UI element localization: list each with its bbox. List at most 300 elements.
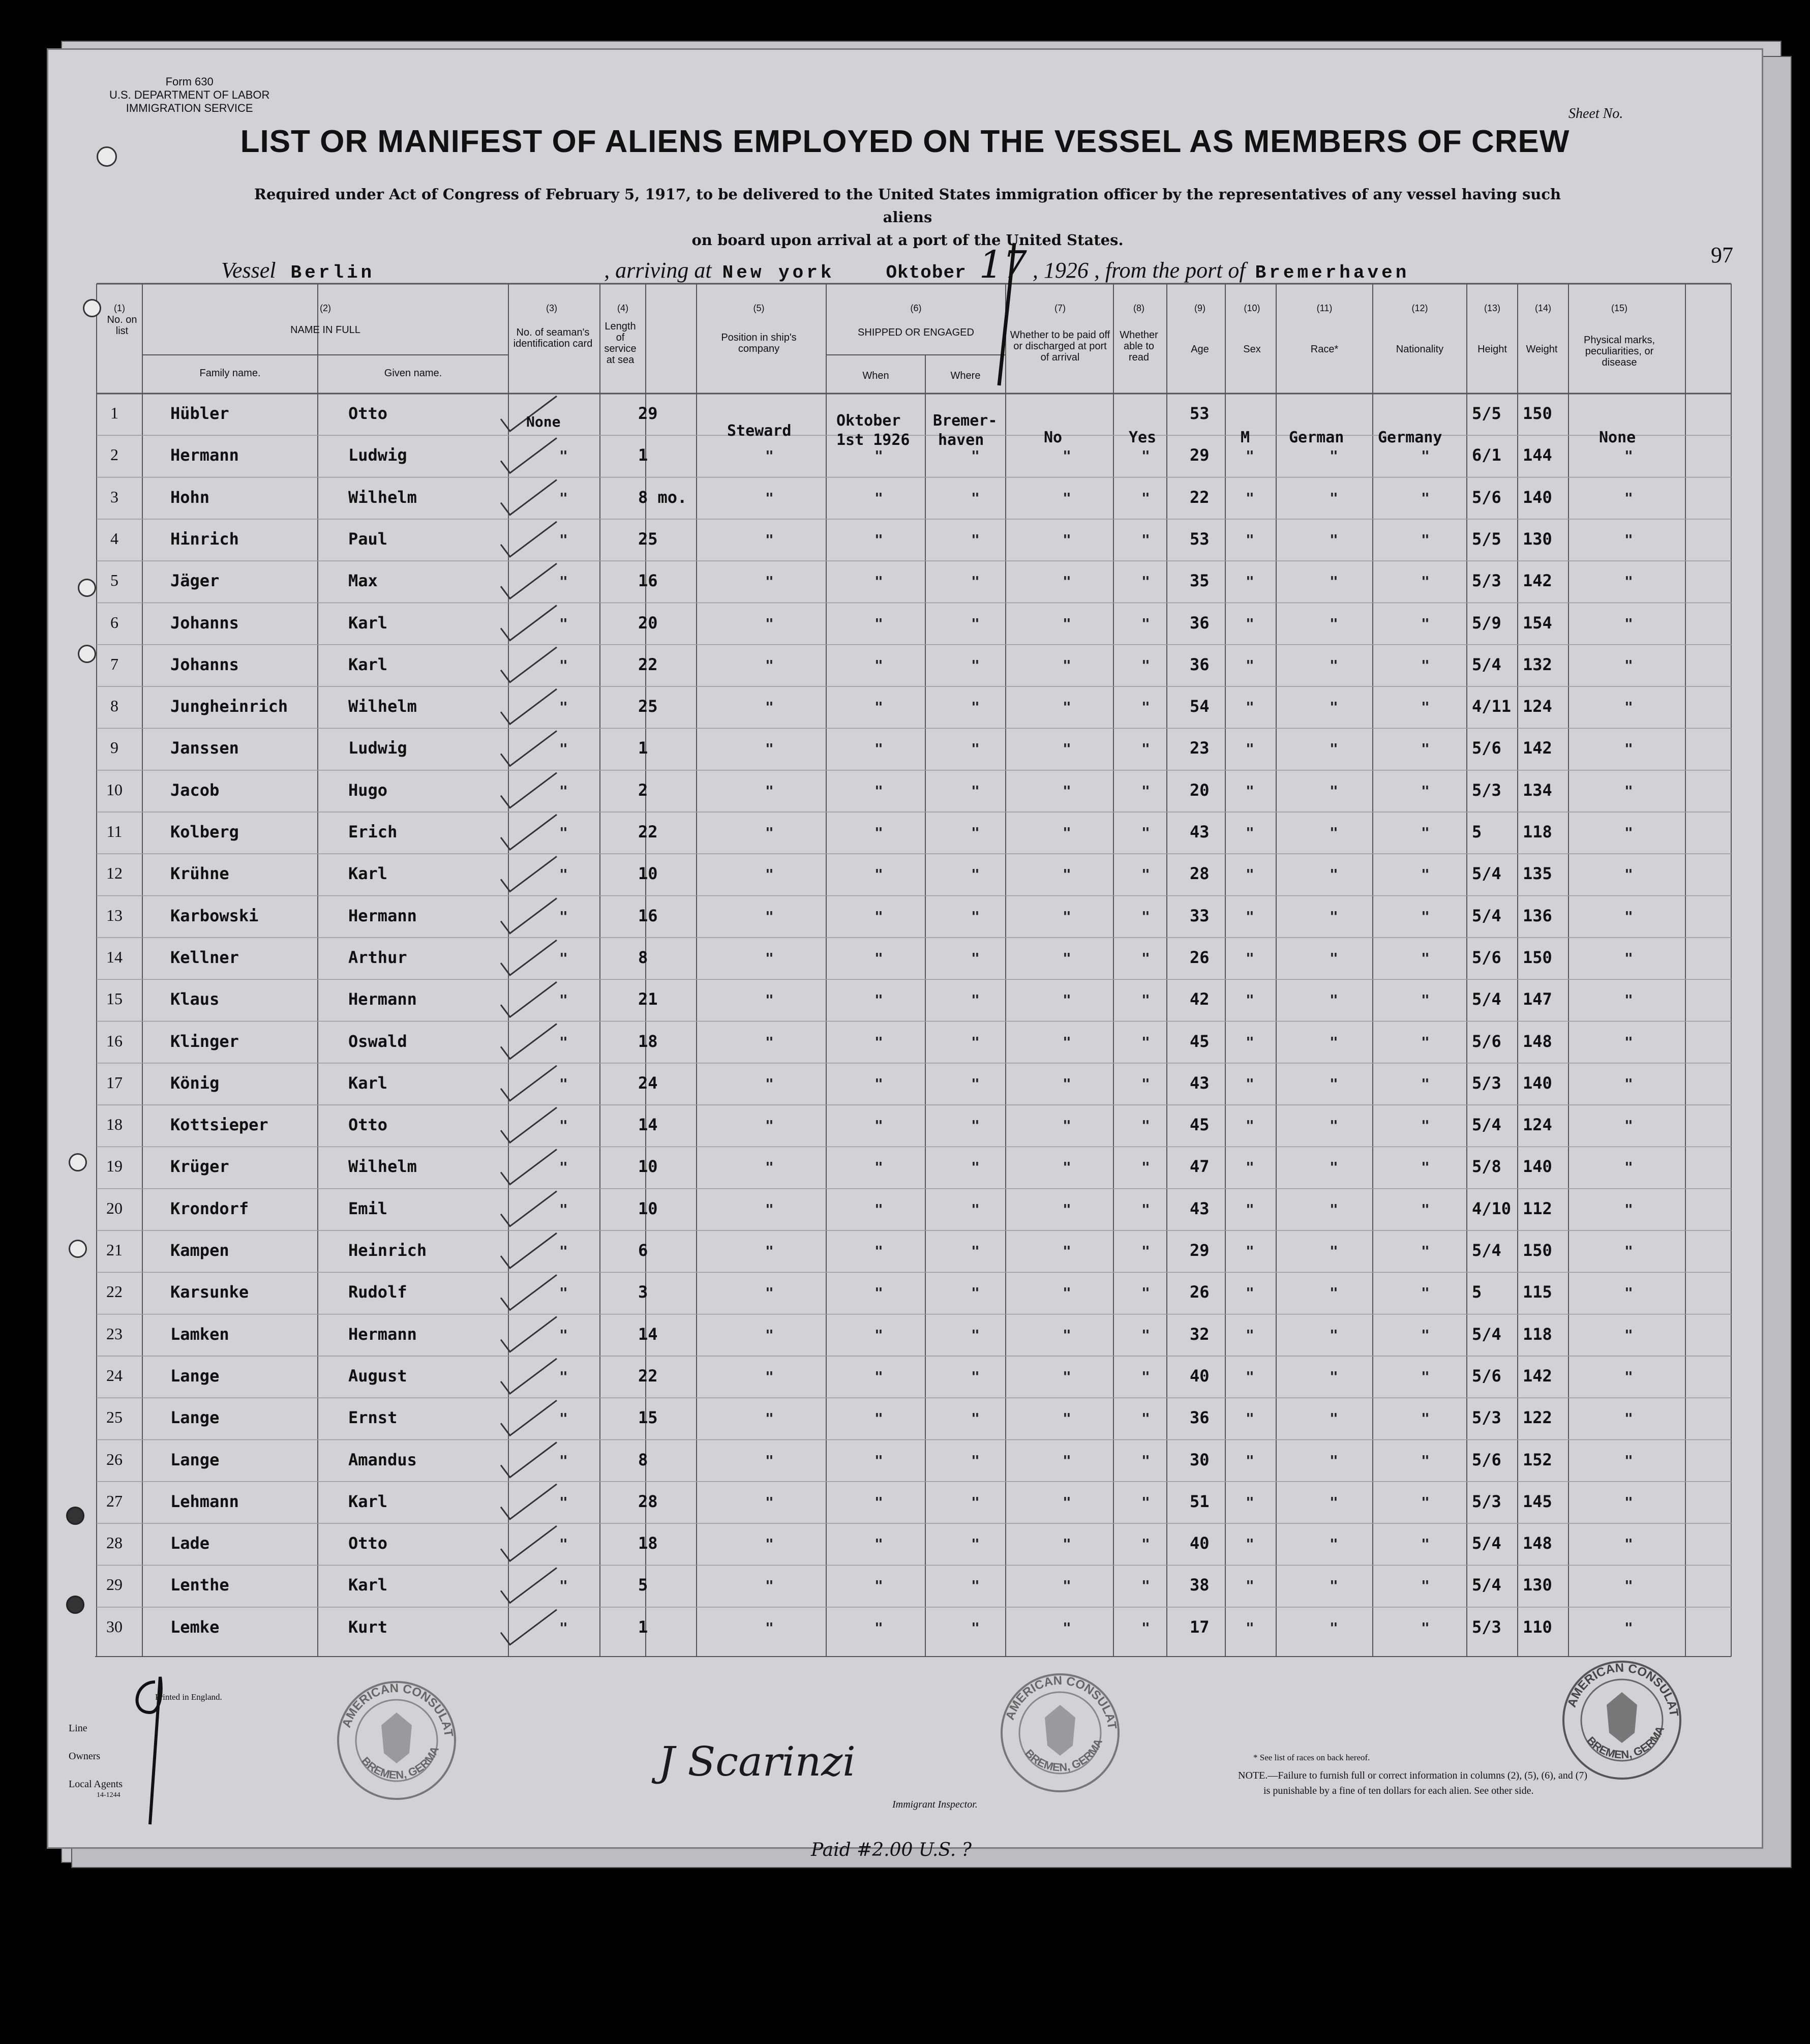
weight: 148 — [1523, 1031, 1552, 1051]
ditto-mark: " — [1063, 866, 1071, 883]
header-position: Position in ship's company — [721, 332, 797, 354]
ditto-mark: " — [1063, 447, 1071, 465]
column-number: (2) — [320, 303, 331, 313]
length-of-service: 1 — [638, 445, 648, 465]
ditto-mark: " — [559, 489, 568, 506]
ditto-mark: " — [971, 1619, 980, 1636]
ditto-mark: " — [1330, 866, 1338, 883]
length-of-service: 25 — [638, 529, 658, 549]
ditto-mark: " — [1063, 1577, 1071, 1595]
row-number: 9 — [110, 738, 118, 757]
length-of-service: 15 — [638, 1408, 658, 1428]
ditto-mark: " — [1141, 1159, 1150, 1176]
length-of-service: 24 — [638, 1073, 658, 1093]
row-number: 24 — [106, 1366, 123, 1385]
family-name: Jungheinrich — [170, 697, 288, 716]
header-sex: Sex — [1243, 344, 1261, 355]
header-name-in-full: NAME IN FULL — [290, 324, 360, 336]
ditto-mark: " — [1421, 1326, 1430, 1343]
ditto-mark: " — [971, 531, 980, 548]
row-number: 6 — [110, 613, 118, 632]
ditto-mark: " — [1330, 1284, 1338, 1302]
ditto-mark: " — [971, 1410, 980, 1427]
length-of-service: 18 — [638, 1031, 658, 1051]
ditto-mark: " — [1330, 949, 1338, 967]
height: 5/6 — [1472, 947, 1501, 967]
ditto-mark: " — [1330, 1368, 1338, 1385]
ditto-mark: " — [1063, 1493, 1071, 1511]
ditto-mark: " — [1421, 447, 1430, 465]
header-given-name: Given name. — [384, 368, 442, 379]
ditto-mark: " — [1330, 1075, 1338, 1092]
ditto-mark: " — [874, 1117, 883, 1134]
height: 5/3 — [1472, 780, 1501, 800]
weight: 140 — [1523, 1157, 1552, 1177]
given-name: Arthur — [348, 947, 407, 967]
fine-note-line-2: is punishable by a fine of ten dollars for each alien. See other side. — [1263, 1785, 1534, 1796]
given-name: Karl — [348, 654, 388, 674]
ditto-mark: " — [1246, 1075, 1254, 1092]
ditto-mark: " — [1246, 991, 1254, 1009]
given-name: Hermann — [348, 989, 417, 1009]
ditto-mark: " — [1330, 782, 1338, 799]
ditto-mark: " — [1421, 1368, 1430, 1385]
ditto-mark: " — [765, 1493, 774, 1511]
family-name: Jäger — [170, 571, 220, 591]
punch-hole — [66, 1507, 84, 1525]
ditto-mark: " — [1246, 908, 1254, 925]
ditto-mark: " — [971, 1493, 980, 1511]
svg-text:BREMEN, GERMANY: BREMEN, GERMA — [1584, 1724, 1667, 1761]
ditto-mark: " — [1330, 489, 1338, 506]
height: 5/3 — [1472, 571, 1501, 591]
column-number: (4) — [617, 303, 628, 313]
weight: 115 — [1523, 1282, 1552, 1302]
ditto-mark: " — [765, 1326, 774, 1343]
age: 42 — [1190, 989, 1210, 1009]
ditto-mark: " — [559, 1619, 568, 1636]
svg-text:BREMEN, GERMANY: BREMEN, GERMA — [359, 1744, 442, 1782]
ditto-mark: " — [1421, 1619, 1430, 1636]
row-number: 8 — [110, 697, 118, 715]
ditto-mark: " — [1141, 1033, 1150, 1050]
length-of-service: 14 — [638, 1324, 658, 1344]
header-where: Where — [950, 370, 981, 381]
ditto-mark: " — [1421, 1075, 1430, 1092]
length-of-service: 6 — [638, 1241, 648, 1260]
age: 29 — [1190, 1241, 1210, 1260]
height: 4/11 — [1472, 697, 1512, 716]
ditto-mark: " — [874, 699, 883, 716]
ditto-mark: " — [1246, 699, 1254, 716]
check-mark — [501, 563, 557, 598]
length-of-service: 21 — [638, 989, 658, 1009]
given-name: Rudolf — [348, 1282, 407, 1302]
height: 5/3 — [1472, 1491, 1501, 1511]
check-mark — [501, 773, 557, 808]
ditto-mark: " — [559, 1326, 568, 1343]
length-of-service: 1 — [638, 1617, 648, 1637]
ditto-mark: " — [1421, 573, 1430, 590]
header-shipped: SHIPPED OR ENGAGED — [858, 327, 974, 338]
ditto-mark: " — [874, 1326, 883, 1343]
ditto-mark: " — [1141, 1326, 1150, 1343]
row-number: 20 — [106, 1198, 123, 1217]
length-of-service: 8 — [638, 947, 648, 967]
ditto-mark: " — [1330, 1619, 1338, 1636]
height: 5/6 — [1472, 1450, 1501, 1469]
seal-graphic — [333, 1677, 460, 1804]
ditto-mark: " — [971, 489, 980, 506]
ditto-mark: " — [874, 615, 883, 632]
given-name: Hugo — [348, 780, 388, 800]
given-name: Ludwig — [348, 445, 407, 465]
ditto-mark: " — [559, 447, 568, 465]
given-name: Karl — [348, 613, 388, 633]
given-name: Wilhelm — [348, 697, 417, 716]
ditto-mark: " — [559, 1452, 568, 1469]
given-name: Oswald — [348, 1031, 407, 1051]
ditto-mark: " — [765, 1577, 774, 1595]
check-mark — [501, 1024, 557, 1059]
column-number: (7) — [1054, 303, 1066, 313]
ditto-mark: " — [1141, 656, 1150, 674]
row-number: 25 — [106, 1408, 123, 1427]
row-number: 14 — [106, 947, 123, 966]
family-name: Krüger — [170, 1157, 229, 1177]
family-name: Krühne — [170, 864, 229, 884]
row-number: 16 — [106, 1031, 123, 1050]
length-of-service: 2 — [638, 780, 648, 800]
row-number: 2 — [110, 445, 118, 464]
ditto-mark: " — [559, 782, 568, 799]
header-weight: Weight — [1526, 344, 1558, 355]
height: 5/4 — [1472, 864, 1501, 884]
given-name: Wilhelm — [348, 1157, 417, 1177]
ditto-mark: " — [559, 615, 568, 632]
length-of-service: 20 — [638, 613, 658, 633]
check-mark — [501, 438, 557, 473]
ditto-mark: " — [874, 1284, 883, 1302]
service: IMMIGRATION SERVICE — [126, 102, 253, 114]
ditto-mark: " — [1063, 531, 1071, 548]
check-mark — [501, 1526, 557, 1561]
ditto-mark: " — [874, 1410, 883, 1427]
ditto-mark: " — [1330, 908, 1338, 925]
given-name: Paul — [348, 529, 388, 549]
ditto-mark: " — [765, 949, 774, 967]
ditto-mark: " — [1624, 740, 1633, 758]
ditto-mark: " — [971, 615, 980, 632]
ditto-mark: " — [1063, 991, 1071, 1009]
family-name: Johanns — [170, 654, 239, 674]
ditto-mark: " — [1421, 1200, 1430, 1218]
ditto-mark: " — [1624, 782, 1633, 799]
weight: 147 — [1523, 989, 1552, 1009]
ditto-mark: " — [1141, 866, 1150, 883]
ditto-mark: " — [1141, 1493, 1150, 1511]
ditto-mark: " — [1246, 1493, 1254, 1511]
ditto-mark: " — [874, 1033, 883, 1050]
ditto-mark: " — [765, 1200, 774, 1218]
ditto-mark: " — [1421, 866, 1430, 883]
age: 53 — [1190, 529, 1210, 549]
ditto-mark: " — [1421, 1493, 1430, 1511]
age: 43 — [1190, 822, 1210, 841]
ditto-mark: " — [1063, 615, 1071, 632]
header-nationality: Nationality — [1396, 344, 1444, 355]
ditto-mark: " — [1624, 573, 1633, 590]
given-name: Emil — [348, 1198, 388, 1218]
weight: 140 — [1523, 487, 1552, 507]
age: 26 — [1190, 947, 1210, 967]
column-number: (9) — [1194, 303, 1205, 313]
row-number: 18 — [106, 1115, 123, 1134]
ditto-mark: " — [765, 1159, 774, 1176]
ditto-mark: " — [1330, 1577, 1338, 1595]
ditto-mark: " — [1063, 1284, 1071, 1302]
ditto-mark: " — [765, 991, 774, 1009]
check-mark — [501, 898, 557, 934]
ditto-mark: " — [1246, 866, 1254, 883]
ditto-mark: " — [1063, 573, 1071, 590]
height: 5/5 — [1472, 404, 1501, 423]
family-name: Johanns — [170, 613, 239, 633]
height: 5/4 — [1472, 906, 1501, 925]
ditto-mark: " — [1063, 908, 1071, 925]
ditto-mark: " — [1421, 1536, 1430, 1553]
weight: 142 — [1523, 1366, 1552, 1386]
given-name: Ludwig — [348, 738, 407, 758]
check-mark — [501, 1568, 557, 1603]
ditto-mark: " — [1330, 1117, 1338, 1134]
fine-note-line-1: NOTE.—Failure to furnish full or correct information in columns (2), (5), (6), and (7) — [1238, 1770, 1588, 1781]
ditto-mark: " — [971, 866, 980, 883]
ditto-mark: " — [1063, 699, 1071, 716]
ditto-mark: " — [971, 824, 980, 841]
ditto-mark: " — [1330, 740, 1338, 758]
from-port-label: , from the port of — [1094, 258, 1246, 283]
ditto-mark: " — [765, 740, 774, 758]
length-of-service: 5 — [638, 1575, 648, 1595]
ditto-mark: " — [1421, 1159, 1430, 1176]
ditto-mark: " — [874, 1493, 883, 1511]
ditto-mark: " — [874, 489, 883, 506]
length-of-service: 22 — [638, 654, 658, 674]
family-name: Hübler — [170, 404, 229, 423]
ditto-mark: " — [559, 1075, 568, 1092]
ditto-mark: " — [971, 782, 980, 799]
ditto-mark: " — [559, 1117, 568, 1134]
ditto-mark: " — [1421, 1117, 1430, 1134]
ditto-mark: " — [874, 573, 883, 590]
department: U.S. DEPARTMENT OF LABOR — [109, 88, 270, 101]
height: 5/4 — [1472, 1115, 1501, 1135]
ditto-mark: " — [971, 699, 980, 716]
column-number: (14) — [1534, 303, 1551, 313]
ditto-mark: " — [1421, 656, 1430, 674]
when-line-1: Oktober — [836, 412, 901, 430]
owners-label: Owners — [69, 1751, 101, 1762]
ditto-mark: " — [1624, 489, 1633, 506]
column-number: (15) — [1611, 303, 1627, 313]
height: 5 — [1472, 1282, 1482, 1302]
manifest-sheet — [47, 48, 1763, 1860]
ditto-mark: " — [765, 1619, 774, 1636]
row-number: 19 — [106, 1157, 123, 1176]
weight: 130 — [1523, 1575, 1552, 1595]
height: 5/8 — [1472, 1157, 1501, 1177]
ditto-mark: " — [765, 573, 774, 590]
ditto-mark: " — [1063, 656, 1071, 674]
ditto-mark: " — [1624, 991, 1633, 1009]
able-read-value: Yes — [1129, 429, 1157, 446]
height: 5/9 — [1472, 613, 1501, 633]
ditto-mark: " — [559, 699, 568, 716]
ditto-mark: " — [874, 1536, 883, 1553]
ditto-mark: " — [874, 1368, 883, 1385]
ditto-mark: " — [1246, 1200, 1254, 1218]
check-mark — [501, 731, 557, 766]
ditto-mark: " — [765, 866, 774, 883]
ditto-mark: " — [1624, 531, 1633, 548]
age: 38 — [1190, 1575, 1210, 1595]
age: 51 — [1190, 1491, 1210, 1511]
ditto-mark: " — [765, 699, 774, 716]
ditto-mark: " — [1421, 1243, 1430, 1259]
ditto-mark: " — [559, 1368, 568, 1385]
header-race: Race* — [1310, 344, 1339, 355]
family-name: Klinger — [170, 1031, 239, 1051]
ditto-mark: " — [1624, 1117, 1633, 1134]
table-grid — [48, 50, 1762, 1847]
ditto-mark: " — [1063, 740, 1071, 758]
length-of-service: 25 — [638, 697, 658, 716]
ditto-mark: " — [1421, 908, 1430, 925]
ditto-mark: " — [1141, 573, 1150, 590]
ditto-mark: " — [1421, 531, 1430, 548]
check-mark — [501, 982, 557, 1017]
ditto-mark: " — [1063, 1200, 1071, 1218]
ditto-mark: " — [1141, 699, 1150, 716]
ditto-mark: " — [559, 1577, 568, 1595]
row-number: 29 — [106, 1575, 123, 1594]
column-number: (10) — [1244, 303, 1260, 313]
ditto-mark: " — [1063, 1536, 1071, 1553]
age: 30 — [1190, 1450, 1210, 1469]
ditto-mark: " — [765, 824, 774, 841]
age: 20 — [1190, 780, 1210, 800]
ditto-mark: " — [1246, 740, 1254, 758]
ditto-mark: " — [1624, 1493, 1633, 1511]
age: 17 — [1190, 1617, 1210, 1637]
page-title: LIST OR MANIFEST OF ALIENS EMPLOYED ON THE VESSEL AS MEMBERS OF CREW — [240, 124, 1570, 159]
ditto-mark: " — [971, 1159, 980, 1176]
family-name: Karbowski — [170, 906, 259, 925]
ditto-mark: " — [1330, 699, 1338, 716]
id-card-value: None — [526, 413, 561, 430]
ditto-mark: " — [1624, 1536, 1633, 1553]
age: 26 — [1190, 1282, 1210, 1302]
ditto-mark: " — [1141, 740, 1150, 758]
header-physical-marks: Physical marks, peculiarities, or disease — [1583, 335, 1655, 368]
ditto-mark: " — [1141, 1117, 1150, 1134]
ditto-mark: " — [1421, 1410, 1430, 1427]
length-of-service: 18 — [638, 1534, 658, 1553]
length-of-service: 10 — [638, 864, 658, 884]
header-no-on-list: No. on list — [107, 314, 137, 337]
where-line-1: Bremer- — [933, 412, 998, 430]
ditto-mark: " — [971, 656, 980, 674]
family-name: Lenthe — [170, 1575, 229, 1595]
ditto-mark: " — [971, 1536, 980, 1553]
ditto-mark: " — [765, 1452, 774, 1469]
ditto-mark: " — [874, 1159, 883, 1176]
ditto-mark: " — [1624, 1159, 1633, 1176]
paid-off-value: No — [1044, 429, 1063, 446]
ditto-mark: " — [1063, 1619, 1071, 1636]
header-family-name: Family name. — [199, 368, 261, 379]
seal-graphic — [1558, 1657, 1685, 1784]
column-number: (6) — [910, 303, 922, 313]
ditto-mark: " — [971, 949, 980, 967]
height: 5/4 — [1472, 1534, 1501, 1553]
weight: 142 — [1523, 571, 1552, 591]
check-mark — [501, 480, 557, 515]
ditto-mark: " — [1063, 1368, 1071, 1385]
year-prefix: , 19 — [1032, 258, 1066, 283]
height: 5/4 — [1472, 654, 1501, 674]
weight: 110 — [1523, 1617, 1552, 1637]
height: 5/6 — [1472, 738, 1501, 758]
given-name: Karl — [348, 864, 388, 884]
ditto-mark: " — [1063, 1075, 1071, 1092]
header-when: When — [862, 370, 889, 381]
ditto-mark: " — [1141, 1577, 1150, 1595]
ditto-mark: " — [1330, 531, 1338, 548]
ditto-mark: " — [971, 908, 980, 925]
ditto-mark: " — [1246, 1033, 1254, 1050]
ditto-mark: " — [1330, 573, 1338, 590]
ditto-mark: " — [765, 1117, 774, 1134]
column-number: (11) — [1316, 303, 1333, 313]
svg-text:AMERICAN CONSULATE: AMERICAN CONSULAT — [339, 1681, 456, 1738]
family-name: Lemke — [170, 1617, 220, 1637]
ditto-mark: " — [971, 1452, 980, 1469]
ditto-mark: " — [971, 1117, 980, 1134]
ditto-mark: " — [1624, 656, 1633, 674]
length-of-service: 8 mo. — [638, 487, 687, 507]
ditto-mark: " — [1421, 489, 1430, 506]
row-number: 7 — [110, 654, 118, 673]
height: 5/4 — [1472, 1575, 1501, 1595]
given-name: Ernst — [348, 1408, 398, 1428]
ditto-mark: " — [1624, 1577, 1633, 1595]
check-mark — [501, 1191, 557, 1226]
check-mark — [501, 1442, 557, 1478]
length-of-service: 3 — [638, 1282, 648, 1302]
ditto-mark: " — [1141, 489, 1150, 506]
weight: 150 — [1523, 404, 1552, 423]
ditto-mark: " — [765, 1284, 774, 1302]
ditto-mark: " — [559, 1243, 568, 1259]
weight: 148 — [1523, 1534, 1552, 1553]
ditto-mark: " — [1246, 656, 1254, 674]
age: 36 — [1190, 1408, 1210, 1428]
given-name: Kurt — [348, 1617, 388, 1637]
line-label: Line — [69, 1723, 87, 1734]
ditto-mark: " — [1624, 949, 1633, 967]
